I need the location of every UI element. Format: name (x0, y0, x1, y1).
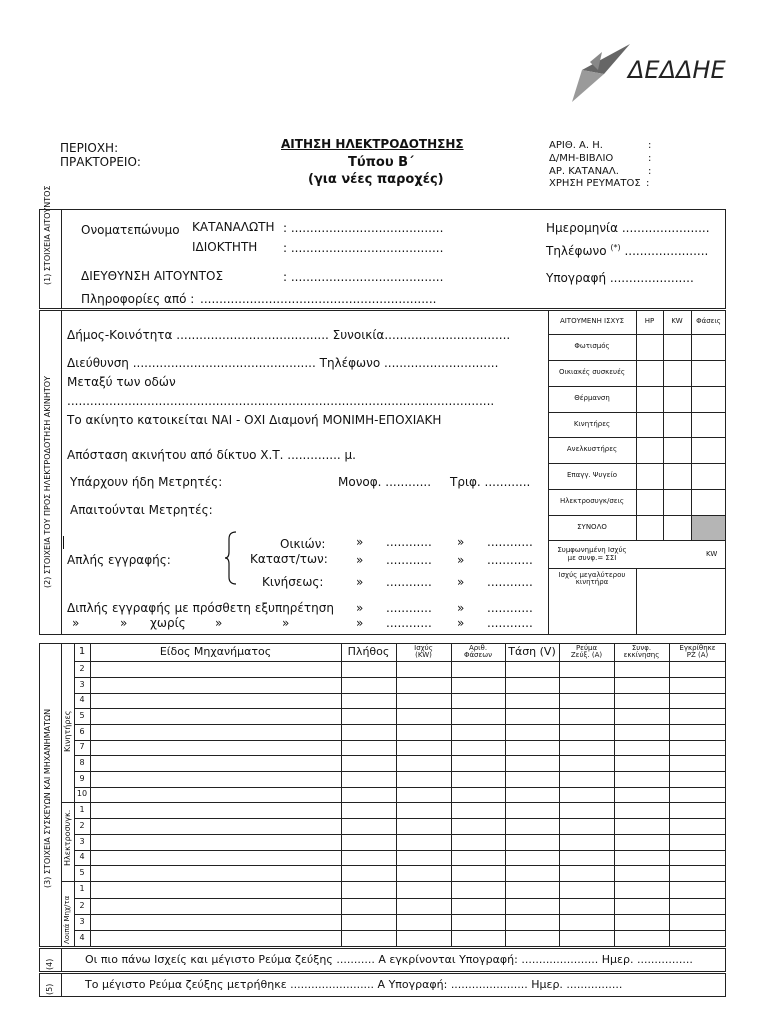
logo-mark-icon (570, 40, 636, 104)
cursor-mark (63, 536, 64, 549)
quote-mark: » (457, 616, 465, 630)
header-region: ΠΕΡΙΟΧΗ: (60, 141, 119, 155)
power-row-label: Επαγγ. Ψυγείο (566, 471, 618, 480)
row-number: 3 (79, 836, 85, 846)
max-motor-line2: κινητήρα (575, 578, 609, 586)
logo-text: ΔΕΔΔΗΕ (628, 56, 726, 84)
power-row-label: Κινητήρες (573, 419, 611, 428)
quote-mark: » (356, 535, 364, 549)
row-number: 5 (79, 710, 85, 720)
consumer-field[interactable]: : ........................................ (283, 221, 444, 235)
field-label: ΑΡ. ΚΑΤΑΝΑΛ. (549, 166, 619, 177)
without-label: χωρίς (150, 616, 186, 630)
power-row-label: Ανελκυστήρες (566, 445, 618, 454)
col-header-phases (451, 643, 505, 661)
power-header-kw: KW (671, 317, 683, 326)
row-number: 8 (79, 757, 85, 767)
quote-mark: » (457, 535, 465, 549)
col-header-num: 1 (78, 645, 86, 657)
power-row-label: Θέρμανση (574, 394, 610, 403)
col-header-cos-1: Συνφ. (631, 643, 652, 652)
simple-label: Απλής εγγραφής: (67, 553, 171, 567)
dots-field[interactable]: ............ (487, 575, 533, 589)
tri-field[interactable]: Τριφ. ............ (450, 475, 531, 489)
between-streets-field[interactable]: ................................................................................................................ (67, 394, 495, 408)
row-number: 3 (79, 916, 85, 926)
municipality-field[interactable]: Δήμος-Κοινότητα ........................................ Συνοικία................................. (67, 328, 511, 342)
col-header-current-2: Ζεύξ. (A) (570, 651, 603, 659)
phone-field[interactable] (546, 243, 708, 258)
quote-mark: » (457, 553, 465, 567)
inhabited-field[interactable]: Το ακίνητο κατοικείται ΝΑΙ - ΟΧΙ Διαμονή ΜΟΝΙΜΗ-ΕΠΟΧΙΑΚΗ (67, 413, 442, 427)
dots-field[interactable]: ............ (386, 535, 432, 549)
homes-label: Οικιών: (280, 537, 326, 551)
row-number: 10 (76, 789, 88, 799)
quote-mark: » (356, 575, 364, 589)
row-number: 4 (79, 695, 85, 705)
quote-mark: » (120, 616, 128, 630)
section-5-label: (5) (45, 983, 54, 995)
measured-line[interactable]: Το μέγιστο Ρεύμα ζεύξης μετρήθηκε ........................ Α Υπογραφή: ...................... Ημερ. ................ (85, 978, 623, 991)
dots-field[interactable]: ............ (386, 601, 432, 615)
consumer-label: ΚΑΤΑΝΑΛΩΤΗ (192, 220, 275, 234)
col-header-cos-2: εκκίνησης (623, 651, 660, 659)
dots-field[interactable]: ............ (487, 553, 533, 567)
phone-dots: ...................... (624, 244, 709, 258)
power-row-label: Ηλεκτροσυγκ/σεις (559, 497, 625, 506)
applicant-address-field[interactable]: : ........................................ (283, 270, 444, 284)
row-number: 4 (79, 852, 85, 862)
field-sep: : (648, 166, 652, 177)
between-streets-label: Μεταξύ των οδών (67, 375, 176, 389)
header-agency: ΠΡΑΚΤΟΡΕΙΟ: (60, 155, 141, 169)
row-number: 2 (79, 900, 85, 910)
quote-mark: » (356, 553, 364, 567)
row-number: 1 (79, 884, 85, 894)
dots-field[interactable]: ............ (487, 616, 533, 630)
total-shaded-cell (692, 516, 725, 540)
dots-field[interactable]: ............ (386, 575, 432, 589)
quote-mark: » (215, 616, 223, 630)
power-row-label: Φωτισμός (574, 342, 610, 351)
section-4-label: (4) (45, 958, 54, 970)
row-number: 2 (79, 663, 85, 673)
row-number: 6 (79, 726, 85, 736)
row-number: 7 (79, 742, 85, 752)
section-3-label: (3) ΣΤΟΙΧΕΙΑ ΣΥΣΚΕΥΩΝ ΚΑΙ ΜΗΧΑΝΗΜΑΤΩΝ (43, 708, 52, 888)
col-header-voltage: Τάση (V) (508, 645, 556, 659)
phone-note: (*) (610, 243, 621, 252)
group-welders-label: Ηλεκτροσυγκ. (63, 809, 72, 866)
field-label: Δ/ΜΗ-ΒΙΒΛΙΟ (549, 153, 614, 164)
page-title: ΑΙΤΗΣΗ ΗΛΕΚΤΡΟΔΟΤΗΣΗΣ (281, 137, 464, 151)
page-subtitle: Τύπου Β΄ (348, 155, 414, 170)
owner-label: ΙΔΙΟΚΤΗΤΗ (192, 240, 258, 254)
power-row-total: ΣΥΝΟΛΟ (577, 522, 607, 531)
motion-label: Κινήσεως: (262, 575, 324, 589)
page-subtitle-2: (για νέες παροχές) (308, 172, 444, 187)
row-number: 5 (79, 867, 85, 877)
agreed-power-line2: με συνφ.= ΣΣΙ (567, 553, 617, 562)
power-row-label: Οικιακές συσκευές (558, 368, 625, 377)
col-header-power-2: (KW) (415, 651, 432, 659)
dots-field[interactable]: ............ (487, 601, 533, 615)
row-number: 2 (79, 820, 85, 830)
field-sep: : (646, 178, 650, 189)
signature-field[interactable]: Υπογραφή ...................... (546, 271, 694, 285)
col-header-power-1: Ισχύς (414, 643, 433, 652)
dots-field[interactable]: ............ (487, 535, 533, 549)
row-number: 3 (79, 679, 85, 689)
col-header-current-1: Ρεύμα (575, 643, 598, 652)
date-field[interactable]: Ημερομηνία ....................... (546, 221, 710, 235)
meters-exist-label: Υπάρχουν ήδη Μετρητές: (70, 475, 223, 489)
row-number: 1 (79, 804, 85, 814)
field-sep: : (648, 153, 652, 164)
quote-mark: » (457, 601, 465, 615)
quote-mark: » (356, 601, 364, 615)
info-label: Πληροφορίες από : (81, 292, 195, 306)
col-header-approved (669, 643, 726, 661)
col-header-type: Είδος Μηχανήματος (159, 645, 272, 659)
col-header-power (396, 643, 451, 661)
logo (570, 40, 740, 104)
col-header-cos (614, 643, 669, 661)
section-2-label: (2) ΣΤΟΙΧΕΙΑ ΤΟΥ ΠΡΟΣ ΗΛΕΚΤΡΟΔΟΤΗΣΗ ΑΚΙΝΗΤΟΥ (43, 376, 52, 588)
col-header-phases-1: Αριθ. (468, 643, 488, 652)
row-number: 4 (79, 933, 85, 943)
quote-mark: » (282, 616, 290, 630)
power-header-hp: HP (644, 317, 655, 326)
property-address-field[interactable]: Διεύθυνση ................................................ Τηλέφωνο .............................. (67, 356, 499, 370)
col-header-current (559, 643, 614, 661)
group-motors-label: Κινητήρες (63, 710, 72, 752)
col-header-phases-2: Φάσεων (463, 651, 493, 659)
info-field[interactable]: .............................................................. (200, 292, 437, 306)
field-label: ΧΡΗΣΗ ΡΕΥΜΑΤΟΣ (549, 178, 641, 189)
double-label: Διπλής εγγραφής με πρόσθετη εξυπηρέτηση (67, 601, 334, 615)
distance-field[interactable]: Απόσταση ακινήτου από δίκτυο Χ.Τ. .............. μ. (67, 448, 356, 462)
mono-field[interactable]: Μονοφ. ............ (338, 475, 432, 489)
power-header-phases: Φάσεις (696, 317, 721, 326)
col-header-approved-1: Εγκρίθηκε (679, 643, 716, 652)
quote-mark: » (457, 575, 465, 589)
col-header-count: Πλήθος (347, 645, 390, 659)
agreed-power-unit: KW (706, 550, 718, 558)
col-header-approved-2: PZ (A) (686, 651, 709, 659)
max-motor-line1: Ισχύς μεγαλύτερου (558, 570, 626, 579)
section-3-equipment (39, 643, 726, 947)
max-motor-label (548, 568, 636, 590)
agreed-power-line1: Συμφωνημένη Ισχύς (557, 546, 627, 555)
meters-needed-label: Απαιτούνται Μετρητές: (70, 503, 213, 517)
row-number: 9 (79, 773, 85, 783)
phone-label: Τηλέφωνο (546, 244, 607, 258)
dots-field[interactable]: ............ (386, 553, 432, 567)
applicant-address-label: ΔΙΕΥΘΥΝΣΗ ΑΙΤΟΥΝΤΟΣ (81, 269, 224, 283)
field-label: ΑΡΙΘ. Α. Η. (549, 140, 603, 151)
group-other-label: Λοιπά Μηχ/τα (63, 895, 71, 944)
agreed-power-label (548, 541, 636, 568)
section-1-label: (1) ΣΤΟΙΧΕΙΑ ΑΙΤΟΥΝΤΟΣ (43, 185, 52, 285)
power-header: ΑΙΤΟΥΜΕΝΗ ΙΣΧΥΣ (559, 317, 625, 326)
field-sep: : (648, 140, 652, 151)
brace-icon (224, 531, 238, 585)
quote-mark: » (72, 616, 80, 630)
name-label: Ονοματεπώνυμο (81, 223, 180, 237)
approval-line[interactable]: Οι πιο πάνω Ισχείς και μέγιστο Ρεύμα ζεύξης ........... Α εγκρίνονται Υπογραφή: ...................... Ημερ. ................ (85, 953, 693, 966)
shops-label: Καταστ/των: (250, 552, 328, 566)
quote-mark: » (356, 616, 364, 630)
dots-field[interactable]: ............ (386, 616, 432, 630)
owner-field[interactable]: : ........................................ (283, 241, 444, 255)
